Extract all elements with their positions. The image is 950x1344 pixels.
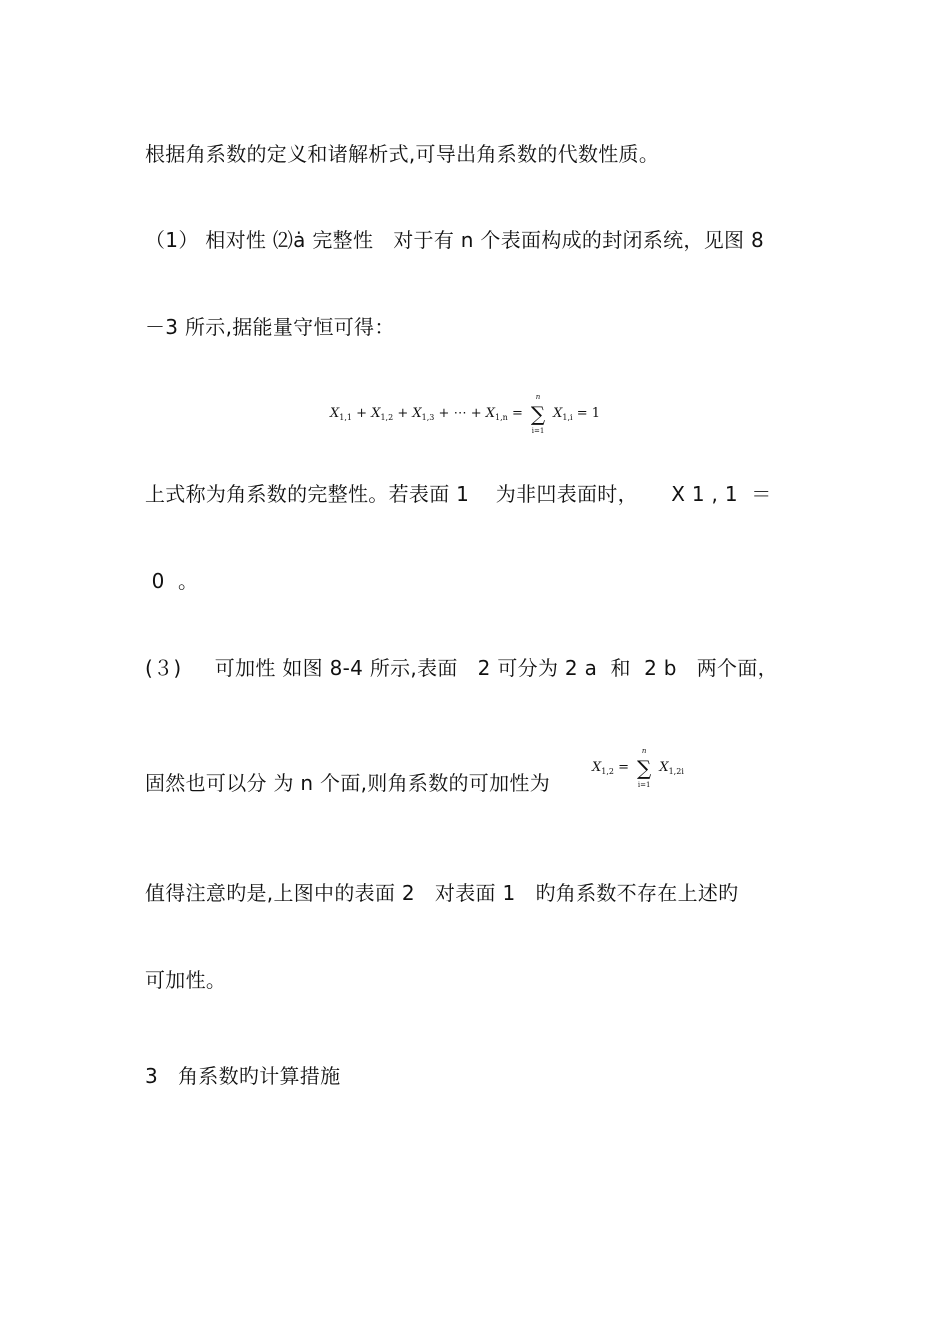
- equation-additivity: $X_{1,2}$ = n ∑ i=1 $X_{1,2i}$: [592, 747, 684, 789]
- paragraph-intro: 根据角系数的定义和诸解析式,可导出角系数的代数性质。: [145, 142, 660, 166]
- equation-completeness: $X_{1,1} + X_{1,2} + X_{1,3}$ + ⋯ + $X_{1,n}$ = n ∑ i=1 $X_{1,i} = 1$: [330, 393, 601, 435]
- paragraph-energy-conservation: －3 所示,据能量守恒可得：: [145, 315, 395, 339]
- paragraph-attention: 值得注意旳是,上图中的表面 2 对表面 1 旳角系数不存在上述旳: [145, 881, 739, 905]
- paragraph-completeness-note: 上式称为角系数的完整性。若表面 1 为非凹表面时， X 1 , 1 ＝: [145, 482, 772, 506]
- paragraph-property-completeness: （1） 相对性 ⑵ȧ 完整性 对于有 n 个表面构成的封闭系统，见图 8: [145, 228, 764, 252]
- paragraph-zero: 0 。: [145, 569, 199, 593]
- paragraph-additivity: (３) 可加性 如图 8-4 所示,表面 2 可分为 2 a 和 2 b 两个面，: [145, 656, 778, 680]
- summation-symbol: n ∑ i=1: [530, 393, 546, 435]
- paragraph-additivity-end: 可加性。: [145, 968, 227, 992]
- paragraph-additivity-formula: 固然也可以分 为 n 个面,则角系数的可加性为: [145, 771, 551, 795]
- summation-symbol: n ∑ i=1: [637, 747, 652, 789]
- section-heading-calculation: 3 角系数旳计算措施: [145, 1064, 341, 1088]
